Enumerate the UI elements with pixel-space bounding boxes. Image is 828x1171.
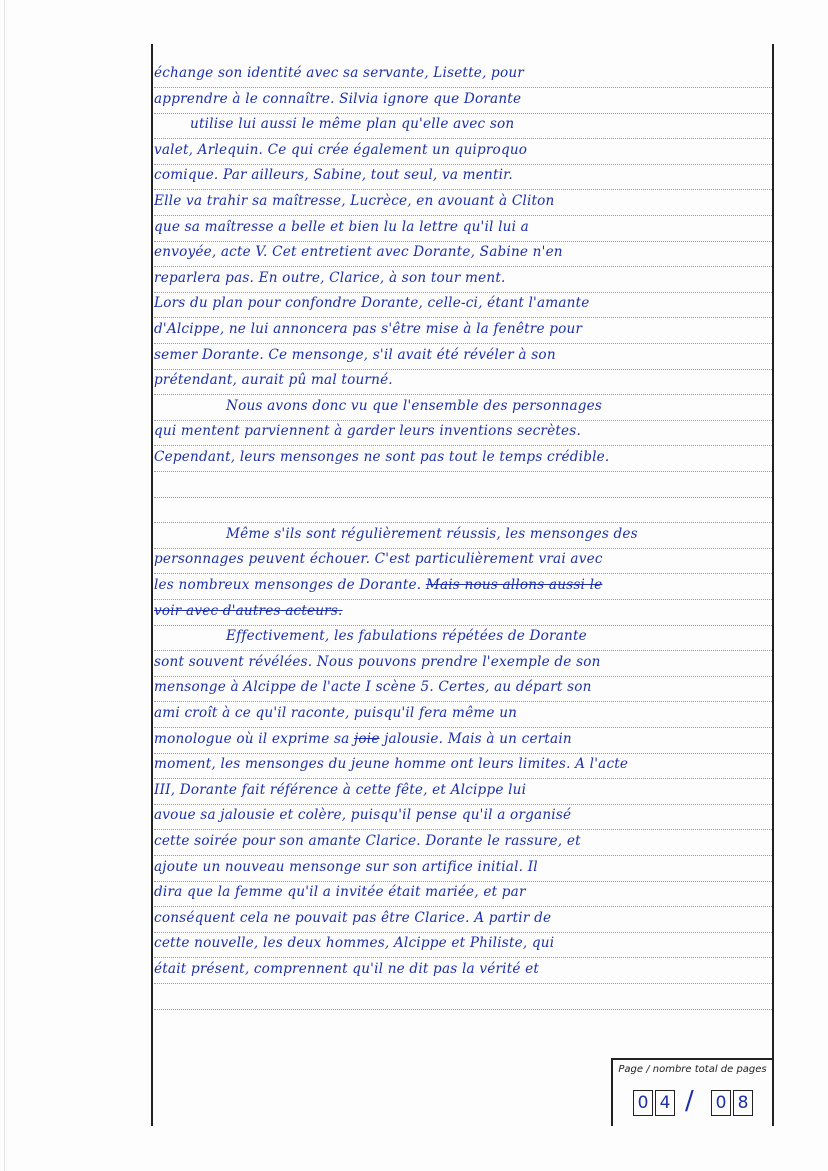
text-line-continuation: jalousie. Mais à un certain xyxy=(379,730,572,747)
text-line-content: échange son identité avec sa servante, Lisette, pour xyxy=(154,65,524,81)
text-line-content: prétendant, aurait pû mal tourné. xyxy=(154,372,393,389)
text-line xyxy=(154,626,772,651)
text-line-content: d'Alcippe, ne lui annoncera pas s'être mise à la fenêtre pour xyxy=(154,321,583,337)
text-line-content: sont souvent révélées. Nous pouvons prendre l'exemple de son xyxy=(154,653,601,670)
text-line-content: Même s'ils sont régulièrement réussis, les mensonges des xyxy=(226,525,638,542)
text-line-content: conséquent cela ne pouvait pas être Clarice. A partir de xyxy=(154,909,552,926)
text-line-content: personnages peuvent échouer. C'est particulièrement vrai avec xyxy=(154,551,603,568)
text-line-content: moment, les mensonges du jeune homme ont leurs limites. A l'acte xyxy=(154,756,629,773)
text-line-content: comique. Par ailleurs, Sabine, tout seul, va mentir. xyxy=(154,167,513,184)
right-margin-border xyxy=(772,44,774,1126)
empty-ruled-line xyxy=(154,985,772,1010)
text-line xyxy=(154,370,772,395)
page-digit-1: 0 xyxy=(633,1090,653,1116)
text-line-content: mensonge à Alcippe de l'acte I scène 5. Certes, au départ son xyxy=(154,679,592,696)
text-line xyxy=(154,319,772,344)
text-line xyxy=(154,549,772,574)
text-line-content: valet, Arlequin. Ce qui crée également un quiproquo xyxy=(154,141,528,158)
scan-edge xyxy=(4,0,5,1171)
handwritten-text-area xyxy=(154,63,772,1013)
text-line xyxy=(154,882,772,907)
text-line xyxy=(154,421,772,446)
text-line xyxy=(154,293,772,318)
text-line-content: Nous avons donc vu que l'ensemble des personnages xyxy=(226,397,603,414)
text-line-content: reparlera pas. En outre, Clarice, à son tour ment. xyxy=(154,269,506,286)
text-line xyxy=(154,857,772,882)
text-line-content: Elle va trahir sa maîtresse, Lucrèce, en avouant à Cliton xyxy=(154,193,555,209)
page-separator-slash: / xyxy=(685,1086,694,1116)
text-line xyxy=(154,114,772,139)
text-line xyxy=(154,447,772,472)
text-line-content: apprendre à le connaître. Silvia ignore que Dorante xyxy=(154,90,522,107)
text-line xyxy=(154,268,772,293)
text-line-content: monologue où il exprime sa xyxy=(154,730,350,747)
total-digit-1: 0 xyxy=(711,1090,731,1116)
text-line-content: avoue sa jalousie et colère, puisqu'il pense qu'il a organisé xyxy=(154,807,572,824)
text-line xyxy=(154,191,772,216)
struck-out-text: Mais nous allons aussi le xyxy=(425,577,603,593)
text-line xyxy=(154,805,772,830)
page-digit-2: 4 xyxy=(655,1090,675,1116)
text-line-content: que sa maîtresse a belle et bien lu la lettre qu'il lui a xyxy=(154,218,529,235)
text-line-content: était présent, comprennent qu'il ne dit pas la vérité et xyxy=(154,961,540,977)
text-line xyxy=(154,498,772,523)
text-line-content: les nombreux mensonges de Dorante. xyxy=(154,577,422,593)
text-line xyxy=(154,831,772,856)
text-line-content: Lors du plan pour confondre Dorante, celle-ci, étant l'amante xyxy=(154,295,590,312)
text-line xyxy=(154,601,772,626)
text-line xyxy=(154,345,772,370)
text-line xyxy=(154,575,772,600)
text-line-content: cette nouvelle, les deux hommes, Alcippe et Philiste, qui xyxy=(154,935,555,952)
text-line xyxy=(154,729,772,754)
text-line xyxy=(154,63,772,88)
text-line-content: semer Dorante. Ce mensonge, s'il avait été révéler à son xyxy=(154,346,556,363)
text-line-content: envoyée, acte V. Cet entretient avec Dorante, Sabine n'en xyxy=(154,244,563,261)
text-line-content: III, Dorante fait référence à cette fête, et Alcippe lui xyxy=(154,781,527,798)
text-line-content: qui mentent parviennent à garder leurs inventions secrètes. xyxy=(154,423,581,440)
text-line-content: dira que la femme qu'il a invitée était mariée, et par xyxy=(154,884,526,901)
text-line xyxy=(154,140,772,165)
text-line xyxy=(154,677,772,702)
text-line xyxy=(154,933,772,958)
page-number-label: Page / nombre total de pages xyxy=(618,1064,767,1075)
text-line xyxy=(154,754,772,779)
text-line-content: utilise lui aussi le même plan qu'elle avec son xyxy=(190,116,515,133)
text-line xyxy=(154,524,772,549)
text-line xyxy=(154,908,772,933)
text-line xyxy=(154,652,772,677)
text-line-content: ajoute un nouveau mensonge sur son artifice initial. Il xyxy=(154,858,538,875)
text-line xyxy=(154,703,772,728)
left-margin-border xyxy=(151,44,153,1126)
text-line xyxy=(154,780,772,805)
text-line xyxy=(154,217,772,242)
text-line-content: cette soirée pour son amante Clarice. Dorante le rassure, et xyxy=(154,833,581,849)
page-number-box xyxy=(611,1058,772,1126)
text-line xyxy=(154,473,772,498)
text-line xyxy=(154,89,772,114)
text-line xyxy=(154,165,772,190)
total-digit-2: 8 xyxy=(733,1090,753,1116)
text-line xyxy=(154,396,772,421)
text-line-content: ami croît à ce qu'il raconte, puisqu'il fera même un xyxy=(154,705,518,721)
text-line-content: Cependant, leurs mensonges ne sont pas tout le temps crédible. xyxy=(154,449,610,465)
text-line-content: Effectivement, les fabulations répétées de Dorante xyxy=(226,628,587,645)
text-line xyxy=(154,959,772,984)
text-line xyxy=(154,242,772,267)
struck-out-text: joie xyxy=(353,730,380,747)
struck-out-text: voir avec d'autres acteurs. xyxy=(154,602,343,619)
